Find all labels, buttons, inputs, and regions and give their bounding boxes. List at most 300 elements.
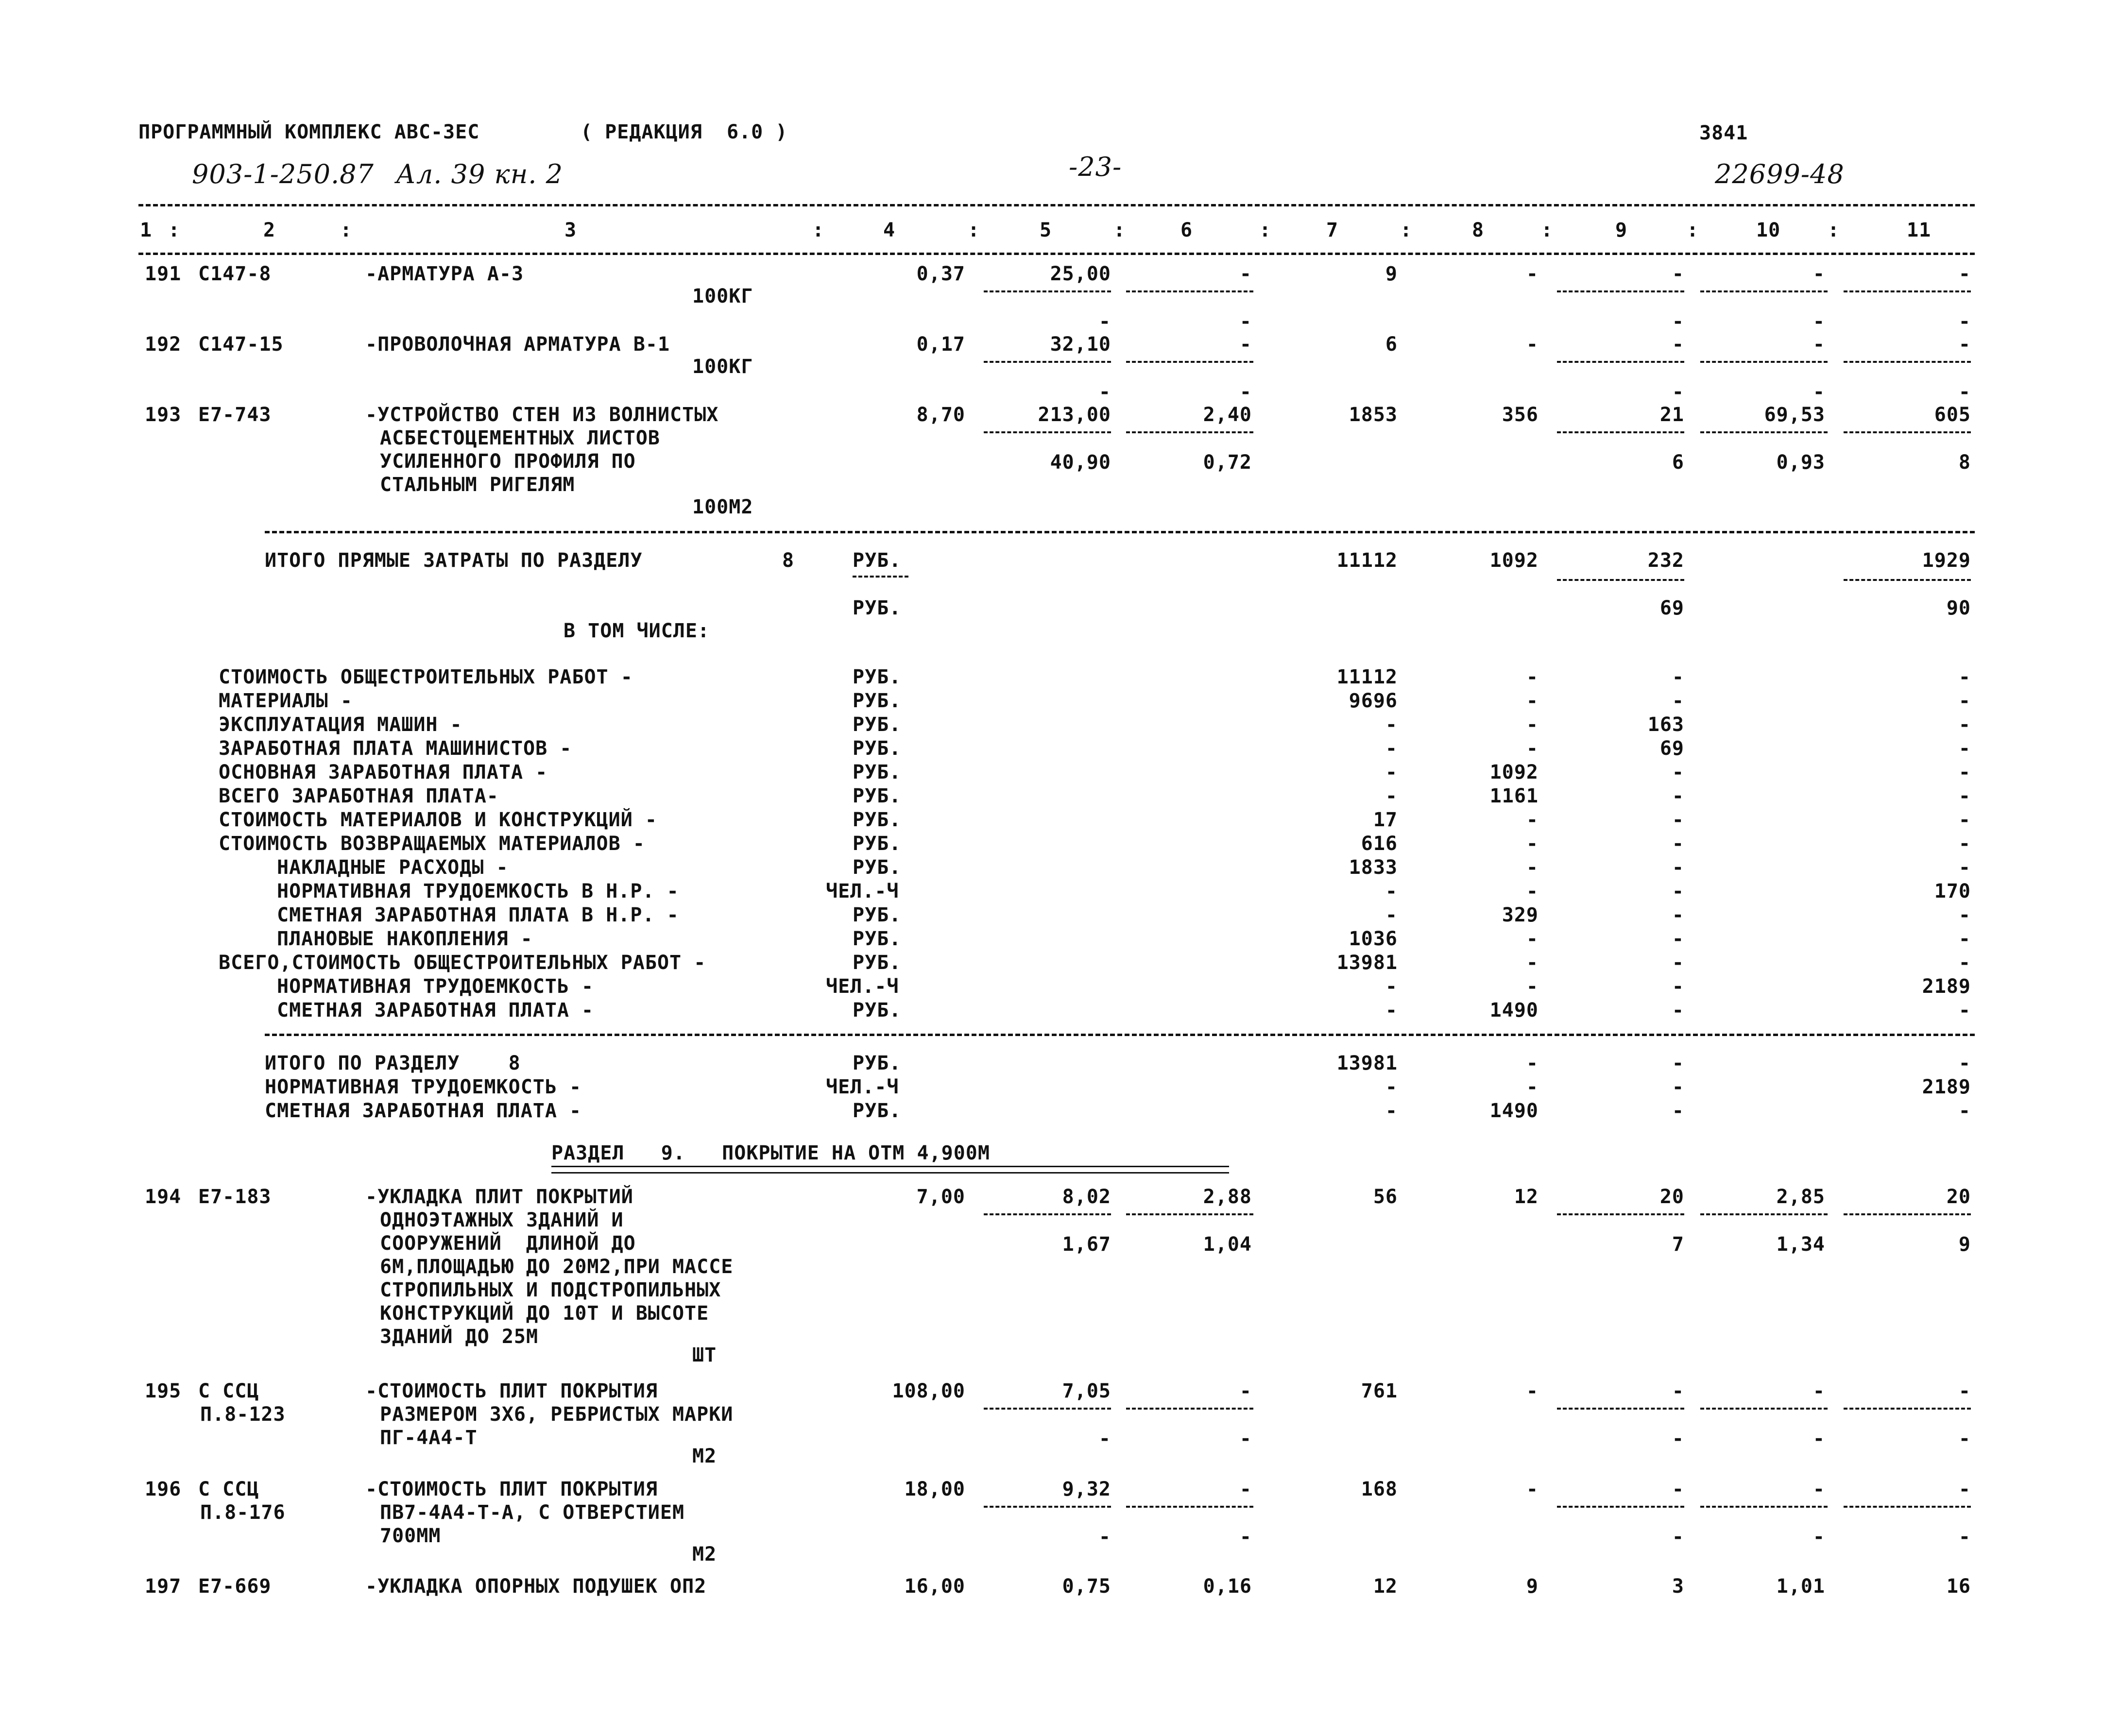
item-c4: 108,00 [892,1380,965,1402]
summary-c9: - [1672,1052,1684,1074]
breakdown-c9: - [1672,761,1684,783]
item-subdivider-c5 [984,361,1111,363]
item-description-line: -СТОИМОСТЬ ПЛИТ ПОКРЫТИЯ [365,1478,658,1500]
item-unit: 100КГ [692,356,753,378]
item-subdivider-c9 [1557,1506,1684,1508]
item-c9-sub: 7 [1672,1233,1684,1256]
item-description-line: ЗДАНИЙ ДО 25М [380,1326,539,1348]
column-header-divider [138,253,1975,255]
breakdown-label: СТОИМОСТЬ МАТЕРИАЛОВ И КОНСТРУКЦИЙ - [219,809,657,831]
item-c9: - [1672,263,1684,285]
breakdown-c11: - [1958,928,1971,950]
item-c6: - [1239,333,1252,356]
breakdown-c9: - [1672,833,1684,855]
column-separator: : [1828,219,1840,241]
breakdown-c7: 1036 [1349,928,1398,950]
item-subdivider-c9 [1557,1408,1684,1410]
item-description-line: РАЗМЕРОМ 3Х6, РЕБРИСТЫХ МАРКИ [380,1403,734,1426]
breakdown-label: ЗАРАБОТНАЯ ПЛАТА МАШИНИСТОВ - [219,737,572,760]
item-c6-sub: - [1239,1428,1252,1450]
breakdown-c8: - [1526,975,1539,998]
item-c4: 16,00 [904,1575,965,1598]
column-header-5: 5 [1040,219,1052,241]
item-code: Е7-183 [198,1186,272,1208]
item-c6: - [1239,1380,1252,1402]
breakdown-unit: ЧЕЛ.-Ч [826,975,899,998]
item-c6: 0,16 [1203,1575,1252,1598]
item-c4: 8,70 [916,404,965,426]
item-c9-sub: - [1672,1428,1684,1450]
breakdown-unit: РУБ. [853,714,902,736]
column-header-4: 4 [883,219,896,241]
item-description-line: ОДНОЭТАЖНЫХ ЗДАНИЙ И [380,1209,624,1231]
item-description-line: -ПРОВОЛОЧНАЯ АРМАТУРА В-1 [365,333,670,356]
item-c11-sub: 9 [1958,1233,1971,1256]
breakdown-label: МАТЕРИАЛЫ - [219,690,353,712]
summary-c8: - [1526,1076,1539,1098]
breakdown-c9: - [1672,856,1684,879]
item-description-line: 6М,ПЛОЩАДЬЮ ДО 20М2,ПРИ МАССЕ [380,1256,734,1278]
item-subdivider-c6 [1126,1213,1253,1215]
summary-c11: - [1958,1100,1971,1122]
item-c11-sub: - [1958,1526,1971,1548]
item-c10-sub: - [1812,1428,1825,1450]
breakdown-c11: 170 [1934,880,1971,902]
summary-c7: 13981 [1336,1052,1398,1074]
item-c7: 9 [1385,263,1398,285]
item-subdivider-c11 [1844,1408,1971,1410]
item-subdivider-c5 [984,1213,1111,1215]
breakdown-unit: РУБ. [853,809,902,831]
item-subdivider-c10 [1700,1213,1828,1215]
c11-subdivider [1844,579,1971,581]
breakdown-c8: 1092 [1489,761,1539,783]
item-description-line: -УСТРОЙСТВО СТЕН ИЗ ВОЛНИСТЫХ [365,404,719,426]
breakdown-label: СТОИМОСТЬ ВОЗВРАЩАЕМЫХ МАТЕРИАЛОВ - [219,833,645,855]
item-c8: 12 [1514,1186,1539,1208]
breakdown-c11: - [1958,666,1971,688]
item-c10: 69,53 [1764,404,1825,426]
item-c6: - [1239,1478,1252,1500]
section9-underline [551,1166,1229,1174]
item-description-line: -УКЛАДКА ПЛИТ ПОКРЫТИЙ [365,1186,633,1208]
column-separator: : [1259,219,1272,241]
page-code: 3841 [1699,122,1748,144]
breakdown-c9: - [1672,999,1684,1021]
breakdown-label: СМЕТНАЯ ЗАРАБОТНАЯ ПЛАТА - [277,999,594,1021]
item-c8: - [1526,263,1539,285]
breakdown-unit: РУБ. [853,690,902,712]
column-header-3: 3 [564,219,577,241]
summary-label: ИТОГО ПО РАЗДЕЛУ 8 [265,1052,521,1074]
item-subdivider-c9 [1557,431,1684,433]
item-c9-sub: - [1672,310,1684,333]
summary-c11: 2189 [1922,1076,1971,1098]
item-subdivider-c9 [1557,290,1684,292]
item-subdivider-c11 [1844,431,1971,433]
column-header-6: 6 [1180,219,1193,241]
item-subdivider-c5 [984,431,1111,433]
item-number: 191 [145,263,182,285]
item-c10: - [1812,333,1825,356]
item-c8: 9 [1526,1575,1539,1598]
section-total-unit: РУБ. [853,549,902,572]
item-c10: 2,85 [1776,1186,1825,1208]
item-unit: М2 [692,1445,717,1467]
section-total-c7: 11112 [1336,549,1398,572]
item-subdivider-c5 [984,290,1111,292]
section-total-c11b: 90 [1946,597,1971,619]
breakdown-label: ВСЕГО ЗАРАБОТНАЯ ПЛАТА- [219,785,499,807]
breakdown-c8: - [1526,809,1539,831]
summary-label: СМЕТНАЯ ЗАРАБОТНАЯ ПЛАТА - [265,1100,582,1122]
breakdown-c11: - [1958,856,1971,879]
item-c4: 0,37 [916,263,965,285]
item-number: 193 [145,404,182,426]
column-header-11: 11 [1907,219,1932,241]
item-c10: 1,01 [1776,1575,1825,1598]
breakdown-label: СТОИМОСТЬ ОБЩЕСТРОИТЕЛЬНЫХ РАБОТ - [219,666,633,688]
breakdown-c8: 1161 [1489,785,1539,807]
item-code: Е7-669 [198,1575,272,1598]
item-code: С147-15 [198,333,284,356]
edition-label: ( РЕДАКЦИЯ 6.0 ) [581,121,788,143]
item-c9-sub: 6 [1672,451,1684,474]
item-c5-sub: 40,90 [1050,451,1111,474]
item-c11: - [1958,1478,1971,1500]
breakdown-unit: РУБ. [853,666,902,688]
item-description-line: СТАЛЬНЫМ РИГЕЛЯМ [380,474,575,496]
breakdown-c7: 17 [1373,809,1398,831]
breakdown-c7: - [1385,975,1398,998]
column-separator: : [812,219,825,241]
item-c5: 8,02 [1062,1186,1111,1208]
breakdown-c8: - [1526,880,1539,902]
breakdown-unit: РУБ. [853,785,902,807]
item-c10-sub: 1,34 [1776,1233,1825,1256]
breakdown-c7: 11112 [1336,666,1398,688]
item-c5-sub: - [1098,1428,1111,1450]
item-c10: - [1812,263,1825,285]
item-code: С ССЦ [198,1478,259,1500]
breakdown-c11: - [1958,714,1971,736]
summary-c7: - [1385,1076,1398,1098]
item-c9-sub: - [1672,381,1684,403]
breakdown-unit: РУБ. [853,856,902,879]
breakdown-c7: - [1385,880,1398,902]
program-title: ПРОГРАММНЫЙ КОМПЛЕКС АВС-3ЕС [138,121,480,143]
item-number: 197 [145,1575,182,1598]
item-subdivider-c10 [1700,361,1828,363]
breakdown-c11: - [1958,690,1971,712]
summary-c9: - [1672,1076,1684,1098]
item-code-2: П.8-176 [200,1501,286,1524]
item-c5: 9,32 [1062,1478,1111,1500]
item-c4: 7,00 [916,1186,965,1208]
summary-c11: - [1958,1052,1971,1074]
item-number: 194 [145,1186,182,1208]
item-c11-sub: - [1958,1428,1971,1450]
column-separator: : [1113,219,1126,241]
item-c9: 20 [1659,1186,1684,1208]
column-separator: : [340,219,353,241]
breakdown-c7: 1833 [1349,856,1398,879]
project-code-handwritten: 903-1-250.87 [192,159,374,189]
item-code-2: П.8-123 [200,1403,286,1426]
item-c6: - [1239,263,1252,285]
item-unit: 100КГ [692,285,753,307]
column-header-8: 8 [1472,219,1485,241]
item-description-line: -АРМАТУРА А-3 [365,263,524,285]
breakdown-c8: 329 [1502,904,1539,926]
item-c5: 0,75 [1062,1575,1111,1598]
item-c9: - [1672,333,1684,356]
item-c11: 16 [1946,1575,1971,1598]
section-total-label: ИТОГО ПРЯМЫЕ ЗАТРАТЫ ПО РАЗДЕЛУ [265,549,643,572]
breakdown-c9: - [1672,690,1684,712]
item-description-line: СООРУЖЕНИЙ ДЛИНОЙ ДО [380,1232,636,1255]
item-unit: 100М2 [692,496,753,518]
breakdown-c9: - [1672,975,1684,998]
summary-unit: ЧЕЛ.-Ч [826,1076,899,1098]
breakdown-c9: - [1672,785,1684,807]
item-c9: 21 [1659,404,1684,426]
breakdown-c9: 69 [1659,737,1684,760]
item-code: С147-8 [198,263,272,285]
item-c5-sub: - [1098,381,1111,403]
header-divider [138,204,1975,206]
item-subdivider-c11 [1844,290,1971,292]
summary-c8: 1490 [1489,1100,1539,1122]
summary-label: НОРМАТИВНАЯ ТРУДОЕМКОСТЬ - [265,1076,582,1098]
breakdown-c8: - [1526,833,1539,855]
item-c6-sub: - [1239,310,1252,333]
summary-unit: РУБ. [853,1052,902,1074]
column-header-9: 9 [1615,219,1628,241]
item-c5-sub: 1,67 [1062,1233,1111,1256]
item-description-line: СТРОПИЛЬНЫХ И ПОДСТРОПИЛЬНЫХ [380,1279,721,1301]
item-subdivider-c11 [1844,1506,1971,1508]
breakdown-c7: 616 [1361,833,1398,855]
summary-c9: - [1672,1100,1684,1122]
item-c5: 213,00 [1038,404,1111,426]
section-total-c8: 1092 [1489,549,1539,572]
breakdown-c7: - [1385,761,1398,783]
item-subdivider-c9 [1557,1213,1684,1215]
breakdown-c7: - [1385,714,1398,736]
breakdown-c8: - [1526,928,1539,950]
breakdown-c7: - [1385,737,1398,760]
item-c6-sub: 0,72 [1203,451,1252,474]
breakdown-c7: - [1385,785,1398,807]
item-c5: 32,10 [1050,333,1111,356]
item-subdivider-c10 [1700,1408,1828,1410]
item-c7: 56 [1373,1186,1398,1208]
breakdown-unit: ЧЕЛ.-Ч [826,880,899,902]
breakdown-c11: - [1958,761,1971,783]
column-separator: : [1687,219,1699,241]
column-header-10: 10 [1756,219,1781,241]
section-total-divider [265,531,1975,533]
item-c6: 2,88 [1203,1186,1252,1208]
item-description-line: УСИЛЕННОГО ПРОФИЛЯ ПО [380,450,636,473]
breakdown-c11: - [1958,904,1971,926]
summary-c8: - [1526,1052,1539,1074]
breakdown-c11: - [1958,999,1971,1021]
item-subdivider-c5 [984,1408,1111,1410]
breakdown-label: НАКЛАДНЫЕ РАСХОДЫ - [277,856,509,879]
column-header-2: 2 [263,219,276,241]
item-c8: - [1526,1380,1539,1402]
item-c11: 605 [1934,404,1971,426]
breakdown-label: ЭКСПЛУАТАЦИЯ МАШИН - [219,714,462,736]
item-c7: 761 [1361,1380,1398,1402]
breakdown-c11: - [1958,809,1971,831]
breakdown-label: ВСЕГО,СТОИМОСТЬ ОБЩЕСТРОИТЕЛЬНЫХ РАБОТ - [219,952,706,974]
item-c6-sub: - [1239,1526,1252,1548]
unit-subdivider [853,576,908,578]
breakdown-c8: - [1526,952,1539,974]
item-c7: 1853 [1349,404,1398,426]
item-c11-sub: - [1958,381,1971,403]
breakdown-c8: - [1526,737,1539,760]
breakdown-c11: - [1958,833,1971,855]
item-c10-sub: - [1812,381,1825,403]
section-total-unit-2: РУБ. [853,597,902,619]
breakdown-divider [265,1034,1975,1036]
breakdown-c11: - [1958,737,1971,760]
breakdown-unit: РУБ. [853,999,902,1021]
summary-unit: РУБ. [853,1100,902,1122]
section-total-c11: 1929 [1922,549,1971,572]
item-subdivider-c6 [1126,290,1253,292]
breakdown-c7: 9696 [1349,690,1398,712]
breakdown-c9: - [1672,904,1684,926]
breakdown-c8: - [1526,666,1539,688]
item-c6-sub: - [1239,381,1252,403]
item-subdivider-c10 [1700,290,1828,292]
item-subdivider-c5 [984,1506,1111,1508]
item-description-line: КОНСТРУКЦИЙ ДО 10Т И ВЫСОТЕ [380,1302,709,1325]
breakdown-c8: - [1526,690,1539,712]
item-c9: - [1672,1380,1684,1402]
breakdown-c11: 2189 [1922,975,1971,998]
breakdown-label: СМЕТНАЯ ЗАРАБОТНАЯ ПЛАТА В Н.Р. - [277,904,679,926]
column-separator: : [1400,219,1413,241]
item-c11: 20 [1946,1186,1971,1208]
item-subdivider-c6 [1126,431,1253,433]
page-number-handwritten: -23- [1069,152,1122,182]
item-c7: 168 [1361,1478,1398,1500]
breakdown-c11: - [1958,952,1971,974]
summary-c7: - [1385,1100,1398,1122]
item-number: 195 [145,1380,182,1402]
breakdown-c9: - [1672,928,1684,950]
section-total-number: 8 [782,549,795,572]
item-c10-sub: 0,93 [1776,451,1825,474]
item-description-line: ПВ7-4А4-Т-А, С ОТВЕРСТИЕМ [380,1501,685,1524]
item-c8: - [1526,333,1539,356]
item-c11: - [1958,1380,1971,1402]
item-c6: 2,40 [1203,404,1252,426]
section-total-c9b: 69 [1659,597,1684,619]
item-c9-sub: - [1672,1526,1684,1548]
item-description-line: АСБЕСТОЦЕМЕНТНЫХ ЛИСТОВ [380,427,660,449]
breakdown-unit: РУБ. [853,833,902,855]
item-c6-sub: 1,04 [1203,1233,1252,1256]
breakdown-c7: - [1385,904,1398,926]
item-subdivider-c10 [1700,1506,1828,1508]
item-c11-sub: - [1958,310,1971,333]
section9-title: РАЗДЕЛ 9. ПОКРЫТИЕ НА ОТМ 4,900М [551,1142,990,1164]
column-separator: : [1541,219,1554,241]
item-subdivider-c10 [1700,431,1828,433]
breakdown-c8: - [1526,856,1539,879]
item-c9: - [1672,1478,1684,1500]
breakdown-label: НОРМАТИВНАЯ ТРУДОЕМКОСТЬ В Н.Р. - [277,880,679,902]
item-number: 196 [145,1478,182,1500]
item-c5-sub: - [1098,310,1111,333]
breakdown-c9: - [1672,880,1684,902]
breakdown-c7: 13981 [1336,952,1398,974]
item-c11: - [1958,263,1971,285]
breakdown-c9: - [1672,809,1684,831]
breakdown-label: ПЛАНОВЫЕ НАКОПЛЕНИЯ - [277,928,533,950]
breakdown-c7: - [1385,999,1398,1021]
breakdown-label: ОСНОВНАЯ ЗАРАБОТНАЯ ПЛАТА - [219,761,548,783]
column-separator: : [968,219,980,241]
breakdown-c11: - [1958,785,1971,807]
item-description-line: 700ММ [380,1525,441,1547]
item-c11: - [1958,333,1971,356]
item-description-line: -УКЛАДКА ОПОРНЫХ ПОДУШЕК ОП2 [365,1575,707,1598]
item-c5-sub: - [1098,1526,1111,1548]
item-c4: 0,17 [916,333,965,356]
c9-subdivider [1557,579,1684,581]
item-subdivider-c9 [1557,361,1684,363]
breakdown-label: НОРМАТИВНАЯ ТРУДОЕМКОСТЬ - [277,975,594,998]
item-c10: - [1812,1478,1825,1500]
breakdown-unit: РУБ. [853,928,902,950]
breakdown-unit: РУБ. [853,737,902,760]
item-c10-sub: - [1812,310,1825,333]
item-c4: 18,00 [904,1478,965,1500]
item-c11-sub: 8 [1958,451,1971,474]
item-unit: М2 [692,1543,717,1566]
item-code: Е7-743 [198,404,272,426]
item-subdivider-c11 [1844,1213,1971,1215]
item-number: 192 [145,333,182,356]
item-unit: ШТ [692,1344,717,1366]
item-subdivider-c6 [1126,361,1253,363]
breakdown-c9: - [1672,952,1684,974]
item-c8: - [1526,1478,1539,1500]
breakdown-c9: 163 [1647,714,1684,736]
item-subdivider-c6 [1126,1506,1253,1508]
item-c7: 6 [1385,333,1398,356]
item-description-line: ПГ-4А4-Т [380,1427,478,1449]
item-c10-sub: - [1812,1526,1825,1548]
breakdown-c9: - [1672,666,1684,688]
album-book-handwritten: Ал. 39 кн. 2 [396,159,563,189]
column-header-7: 7 [1326,219,1339,241]
item-subdivider-c11 [1844,361,1971,363]
including-label: В ТОМ ЧИСЛЕ: [564,620,710,642]
breakdown-unit: РУБ. [853,904,902,926]
breakdown-c8: 1490 [1489,999,1539,1021]
item-c8: 356 [1502,404,1539,426]
column-header-1: 1 [140,219,153,241]
